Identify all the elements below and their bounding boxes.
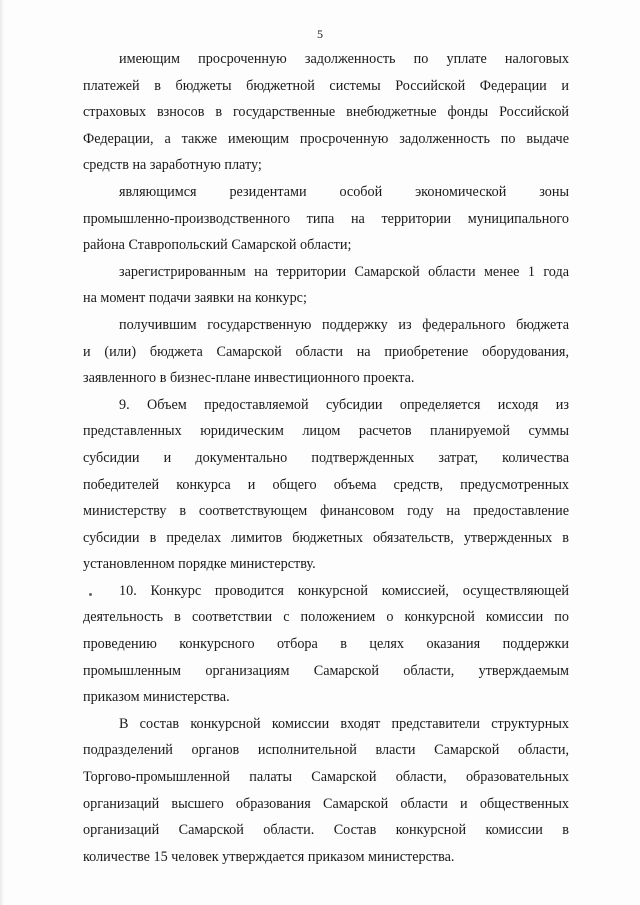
text-line: победителей конкурса и общего объема средств, предусмотренных [83,476,569,493]
scan-speck [89,593,92,596]
text-line: субсидии в пределах лимитов бюджетных обязательств, утвержденных в [83,529,569,546]
text-line: проведению конкурсного отбора в целях оказания поддержки [83,636,569,653]
text-line: министерству в соответствующем финансовом году на предоставление [83,503,569,520]
paragraph-item-9 [83,392,569,578]
text-line: на момент подачи заявки на конкурс; [83,290,307,307]
text-line: организаций высшего образования Самарской области и общественных [83,795,569,812]
text-line: количестве 15 человек утверждается приказом министерства. [83,848,455,865]
document-body [83,46,569,870]
text-line: деятельность в соответствии с положением о конкурсной комиссии по [83,609,569,626]
text-line: Торгово-промышленной палаты Самарской области, образовательных [83,769,569,786]
text-line: получившим государственную поддержку из федерального бюджета [119,316,569,333]
paragraph-state-support [83,312,569,392]
text-line: 10. Конкурс проводится конкурсной комиссией, осуществляющей [119,582,569,599]
text-line: Федерации, а также имеющим просроченную задолженность по выдаче [83,130,569,147]
paragraph-item-10 [83,578,569,711]
paragraph-registered [83,259,569,312]
text-line: страховых взносов в государственные внебюджетные фонды Российской [83,104,569,121]
text-line: 9. Объем предоставляемой субсидии определяется исходя из [119,396,569,413]
text-line: организаций Самарской области. Состав конкурсной комиссии в [83,822,569,839]
text-line: являющимся резидентами особой экономической зоны [119,183,569,200]
text-line: В состав конкурсной комиссии входят представители структурных [119,715,569,732]
text-line: имеющим просроченную задолженность по уплате налоговых [119,51,569,67]
text-line: средств на заработную плату; [83,157,262,174]
paragraph-commission-composition [83,711,569,871]
paragraph-residents [83,179,569,259]
text-line: промышленным организациям Самарской области, утверждаемым [83,662,569,679]
scan-edge-shadow [0,0,4,905]
text-line: заявленного в бизнес-плане инвестиционного проекта. [83,370,415,387]
text-line: платежей в бюджеты бюджетной системы Российской Федерации и [83,77,569,94]
text-line: подразделений органов исполнительной власти Самарской области, [83,742,569,759]
text-line: и (или) бюджета Самарской области на приобретение оборудования, [83,343,569,360]
text-line: района Ставропольский Самарской области; [83,237,352,254]
text-line: зарегистрированным на территории Самарской области менее 1 года [119,263,569,280]
text-line: приказом министерства. [83,689,230,706]
text-line: промышленно-производственного типа на территории муниципального [83,210,569,227]
text-line: субсидии и документально подтвержденных затрат, количества [83,449,569,466]
page-number: 5 [317,27,323,41]
text-line: установленном порядке министерству. [83,556,316,573]
text-line: представленных юридическим лицом расчетов планируемой суммы [83,423,569,440]
paragraph-tax-debt [83,46,569,179]
